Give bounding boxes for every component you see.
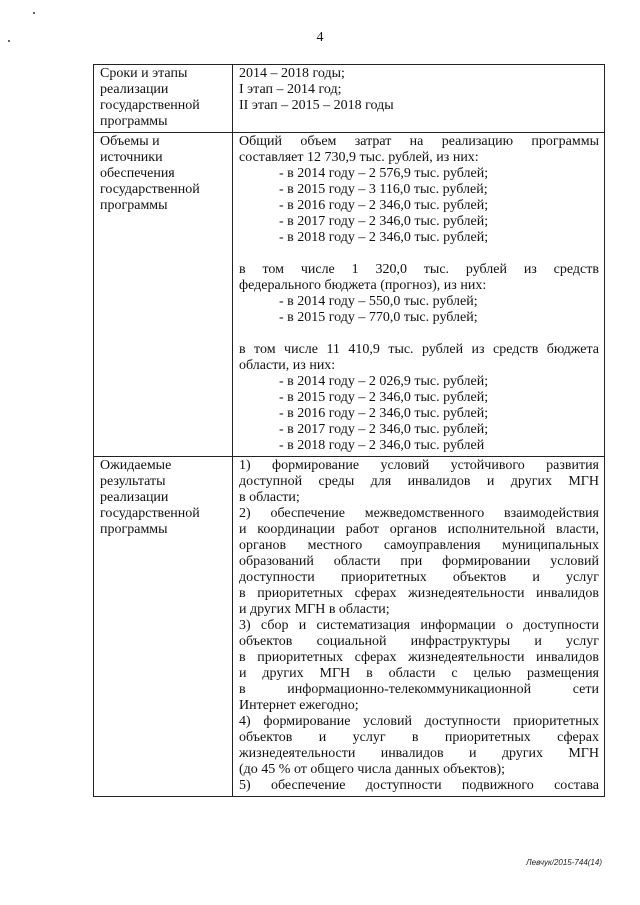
label-line: государственной (100, 506, 200, 521)
row-funding-volumes (94, 133, 605, 457)
text-line: и других МГН в области с целью размещения (239, 666, 599, 681)
program-passport-table (93, 64, 605, 797)
text-line: 2) обеспечение межведомственного взаимодействия (239, 506, 599, 521)
text-line: органов местного самоуправления муниципальных (239, 538, 599, 553)
label-line: Ожидаемые (100, 458, 172, 473)
list-item: - в 2017 году – 2 346,0 тыс. рублей; (279, 214, 489, 229)
text-line: в информационно-телекоммуникационной сети (239, 682, 599, 697)
row-label-cell (94, 457, 233, 797)
label-line: программы (100, 522, 168, 537)
row-label-cell (94, 133, 233, 457)
row-content-cell (233, 133, 605, 457)
label-line: Сроки и этапы (100, 66, 188, 81)
text-line: области, из них: (239, 358, 336, 373)
row-content-cell (233, 65, 605, 133)
blank-line (239, 246, 599, 262)
list-item: - в 2014 году – 2 026,9 тыс. рублей; (279, 374, 489, 389)
text-line: II этап – 2015 – 2018 годы (239, 98, 394, 113)
row-label-cell (94, 65, 233, 133)
row-timing-stages (94, 65, 605, 133)
label-line: результаты (100, 474, 166, 489)
text-line: в том числе 11 410,9 тыс. рублей из средств бюджета (239, 342, 599, 357)
list-item: - в 2014 году – 2 576,9 тыс. рублей; (279, 166, 489, 181)
label-line: программы (100, 114, 168, 129)
text-line: образований области при формировании условий (239, 554, 599, 569)
text-line: доступности приоритетных объектов и услуг (239, 570, 599, 585)
label-line: обеспечения (100, 166, 175, 181)
text-line: 4) формирование условий доступности приоритетных (239, 714, 599, 729)
text-line: в области; (239, 490, 300, 505)
row-expected-results (94, 457, 605, 797)
text-line: 2014 – 2018 годы; (239, 66, 345, 81)
text-line: 5) обеспечение доступности подвижного состава (239, 778, 599, 793)
list-item: - в 2014 году – 550,0 тыс. рублей; (279, 294, 478, 309)
label-line: программы (100, 198, 168, 213)
label-line: реализации (100, 82, 169, 97)
text-line: Интернет ежегодно; (239, 698, 359, 713)
text-line: жизнедеятельности инвалидов и других МГН (239, 746, 599, 761)
label-line: государственной (100, 182, 200, 197)
text-line: Общий объем затрат на реализацию программы (239, 134, 599, 149)
list-item: - в 2015 году – 770,0 тыс. рублей; (279, 310, 478, 325)
page-number: 4 (316, 30, 324, 45)
blank-line (239, 326, 599, 342)
row-content-cell (233, 457, 605, 797)
text-line: объектов и услуг в приоритетных сферах (239, 730, 599, 745)
list-item: - в 2016 году – 2 346,0 тыс. рублей; (279, 406, 489, 421)
list-item: - в 2016 году – 2 346,0 тыс. рублей; (279, 198, 489, 213)
text-line: в том числе 1 320,0 тыс. рублей из средств (239, 262, 599, 277)
text-line: в приоритетных сферах жизнедеятельности инвалидов (239, 650, 599, 665)
list-item: - в 2015 году – 2 346,0 тыс. рублей; (279, 390, 489, 405)
text-line: объектов социальной инфраструктуры и услуг (239, 634, 599, 649)
text-line: (до 45 % от общего числа данных объектов); (239, 762, 506, 777)
list-item: - в 2015 году – 3 116,0 тыс. рублей; (279, 182, 488, 197)
text-line: I этап – 2014 год; (239, 82, 342, 97)
text-line: составляет 12 730,9 тыс. рублей, из них: (239, 150, 479, 165)
text-line: в приоритетных сферах жизнедеятельности инвалидов (239, 586, 599, 601)
list-item: - в 2018 году – 2 346,0 тыс. рублей (279, 438, 485, 453)
text-line: 3) сбор и систематизация информации о доступности (239, 618, 599, 633)
text-line: и других МГН в области; (239, 602, 390, 617)
label-line: источники (100, 150, 163, 165)
label-line: Объемы и (100, 134, 160, 149)
text-line: и координации работ органов исполнительной власти, (239, 522, 599, 537)
label-line: государственной (100, 98, 200, 113)
text-line: федерального бюджета (прогноз), из них: (239, 278, 487, 293)
label-line: реализации (100, 490, 169, 505)
list-item: - в 2018 году – 2 346,0 тыс. рублей; (279, 230, 489, 245)
text-line: 1) формирование условий устойчивого развития (239, 458, 599, 473)
text-line: доступной среды для инвалидов и других МГН (239, 474, 599, 489)
list-item: - в 2017 году – 2 346,0 тыс. рублей; (279, 422, 489, 437)
scan-dot (33, 12, 35, 14)
document-footer-code: Левчук/2015-744(14) (526, 858, 602, 867)
